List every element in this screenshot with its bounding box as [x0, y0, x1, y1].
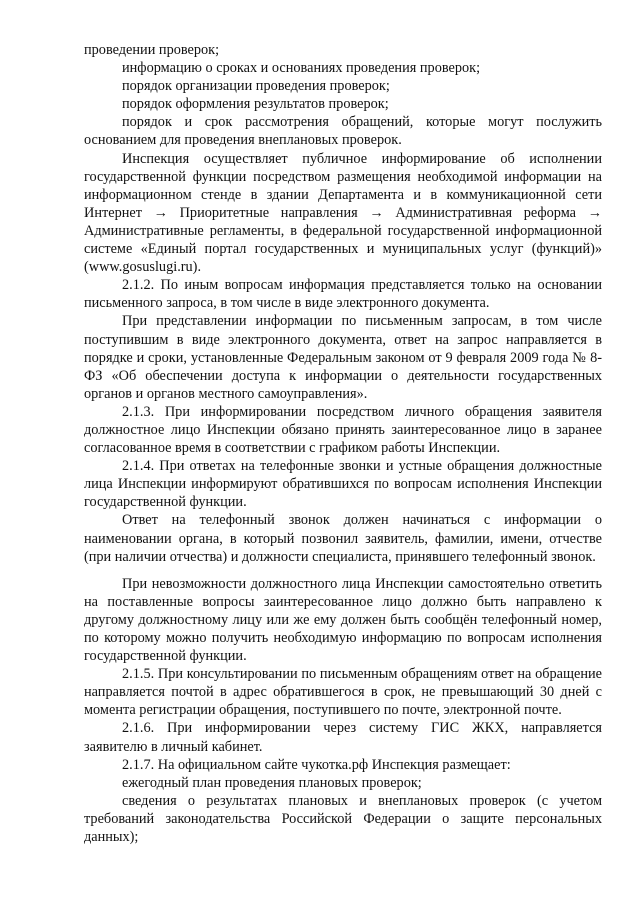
- paragraph: При представлении информации по письменным запросам, в том числе поступившим в виде электронного документа, ответ на запрос направляется в порядке и сроки, установленные Федеральным законом от 9 февраля 2009 года № 8-ФЗ «Об обеспечении доступа к информации о деятельности государственных органов и органов местного самоуправления».: [84, 313, 602, 402]
- paragraph: 2.1.4. При ответах на телефонные звонки и устные обращения должностные лица Инспекции информируют обратившихся по вопросам исполнения Инспекции государственной функции.: [84, 458, 602, 511]
- document-body: [84, 41, 602, 846]
- paragraph: Ответ на телефонный звонок должен начинаться с информации о наименовании органа, в который позвонил заявитель, фамилии, имени, отчестве (при наличии отчества) и должности специалиста, принявшего телефонный звонок.: [84, 512, 602, 565]
- paragraph: 2.1.3. При информировании посредством личного обращения заявителя должностное лицо Инспекции обязано принять заинтересованное лицо в заранее согласованное время в соответствии с графиком работы Инспекции.: [84, 403, 602, 457]
- paragraph: 2.1.6. При информировании через систему ГИС ЖКХ, направляется заявителю в личный кабинет.: [84, 720, 602, 755]
- paragraph: 2.1.2. По иным вопросам информация представляется только на основании письменного запроса, в том числе в виде электронного документа.: [84, 277, 602, 312]
- paragraph: порядок и срок рассмотрения обращений, которые могут послужить основанием для проведения внеплановых проверок.: [84, 114, 602, 149]
- paragraph: ежегодный план проведения плановых проверок;: [122, 774, 422, 791]
- paragraph: информацию о сроках и основаниях проведения проверок;: [122, 60, 481, 77]
- paragraph: При невозможности должностного лица Инспекции самостоятельно ответить на поставленные вопросы заинтересованное лицо должно быть направлено к другому должностному лицу или же ему должен быть сообщён телефонный номер, по которому можно получить необходимую информацию по вопросам исполнения государственной функции.: [84, 575, 602, 665]
- paragraph: порядок оформления результатов проверок;: [122, 96, 389, 113]
- paragraph: 2.1.7. На официальном сайте чукотка.рф Инспекция размещает:: [122, 756, 511, 773]
- paragraph: проведении проверок;: [84, 42, 220, 58]
- paragraph: сведения о результатах плановых и внеплановых проверок (с учетом требований законодательства Российской Федерации о защите персональных данных);: [84, 792, 602, 846]
- paragraph: порядок организации проведения проверок;: [122, 78, 390, 95]
- paragraph: 2.1.5. При консультировании по письменным обращениям ответ на обращение направляется почтой в адрес обратившегося в срок, не превышающий 30 дней с момента регистрации обращения, поступившего по почте, электронной почте.: [84, 666, 602, 719]
- paragraph: Инспекция осуществляет публичное информирование об исполнении государственной функции посредством размещения необходимой информации на информационном стенде в здании Департамента и в коммуникационной сети Интернет → Приоритетные направления → Административная реформа → Административные регламенты, в федеральной государственной информационной системе «Единый портал государственных и муниципальных услуг (функций)» (www.gosuslugi.ru).: [84, 150, 602, 276]
